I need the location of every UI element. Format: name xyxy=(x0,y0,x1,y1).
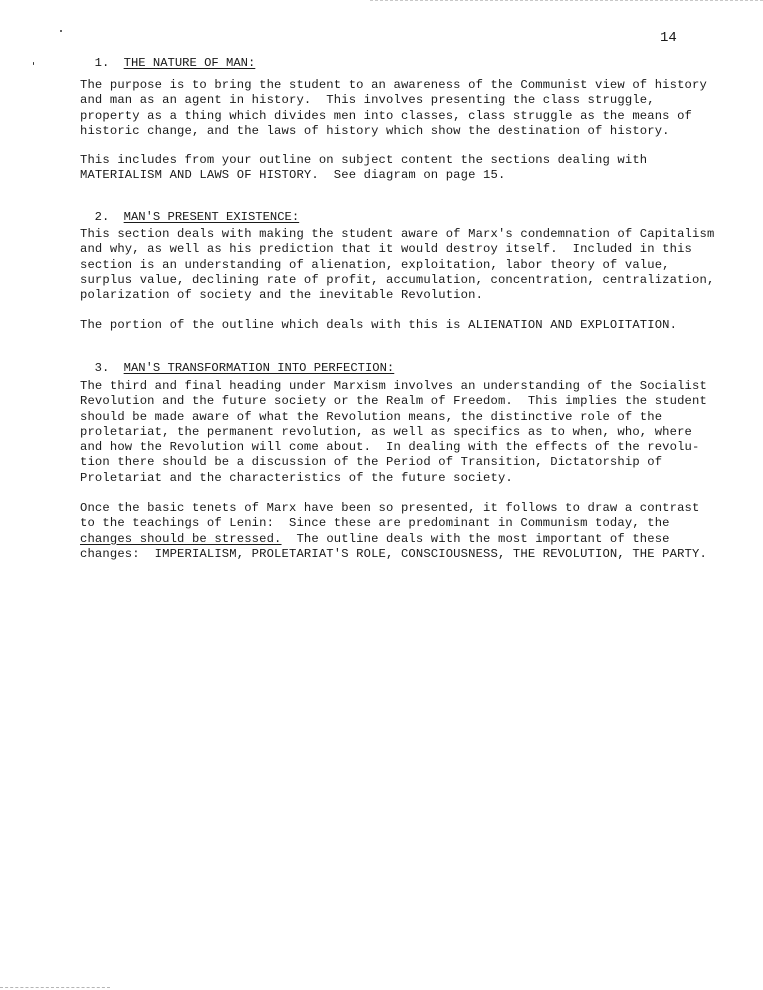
section-3-paragraph-1 xyxy=(80,379,730,486)
section-2-heading xyxy=(80,196,299,224)
text-line: and why, as well as his prediction that it would destroy itself. Included in this xyxy=(80,242,693,257)
text-line: Revolution and the future society or the Realm of Freedom. This implies the student xyxy=(80,394,707,409)
section-title: MAN'S TRANSFORMATION INTO PERFECTION: xyxy=(123,361,395,375)
text-line: and how the Revolution will come about. In dealing with the effects of the revolu- xyxy=(80,440,700,455)
underlined-phrase: changes should be stressed. xyxy=(80,531,282,546)
section-number: 1. xyxy=(94,56,110,70)
text-line: should be made aware of what the Revolution means, the distinctive role of the xyxy=(80,409,663,424)
text-line: The purpose is to bring the student to an awareness of the Communist view of history xyxy=(80,78,707,92)
text-line: historic change, and the laws of history which show the destination of history. xyxy=(80,123,670,138)
text-line: Proletariat and the characteristics of the future society. xyxy=(80,470,513,485)
section-1-paragraph-1 xyxy=(80,78,730,139)
text-line xyxy=(80,532,730,547)
text-run: The outline deals with the most important of these xyxy=(281,531,670,546)
page-number: 14 xyxy=(660,30,677,46)
section-title: MAN'S PRESENT EXISTENCE: xyxy=(123,210,300,224)
text-line: polarization of society and the inevitable Revolution. xyxy=(80,288,484,303)
text-line: tion there should be a discussion of the Period of Transition, Dictatorship of xyxy=(80,455,663,470)
text-line: Once the basic tenets of Marx have been so presented, it follows to draw a contrast xyxy=(80,501,700,515)
text-line: proletariat, the permanent revolution, as well as specifics as to when, who, where xyxy=(80,424,693,439)
section-3-heading xyxy=(80,347,394,375)
text-line: This section deals with making the student aware of Marx's condemnation of Capitalism xyxy=(80,227,715,241)
top-edge-dashes xyxy=(370,0,763,1)
text-line: The portion of the outline which deals with this is ALIENATION AND EXPLOITATION. xyxy=(80,318,678,332)
text-line: changes: IMPERIALISM, PROLETARIAT'S ROLE, CONSCIOUSNESS, THE REVOLUTION, THE PARTY. xyxy=(80,546,707,561)
section-1-heading xyxy=(80,42,255,70)
section-3-paragraph-2 xyxy=(80,501,730,562)
section-1-paragraph-2 xyxy=(80,153,730,184)
text-line: MATERIALISM AND LAWS OF HISTORY. See diagram on page 15. xyxy=(80,168,506,183)
text-line: to the teachings of Lenin: Since these are predominant in Communism today, the xyxy=(80,516,670,531)
text-line: section is an understanding of alienation, exploitation, labor theory of value, xyxy=(80,257,670,272)
bottom-edge-dashes xyxy=(0,987,110,988)
section-title: THE NATURE OF MAN: xyxy=(123,56,256,70)
section-2-paragraph-1 xyxy=(80,227,730,303)
section-2-paragraph-2 xyxy=(80,318,730,333)
text-line: surplus value, declining rate of profit, accumulation, concentration, centralization, xyxy=(80,272,715,287)
text-line: The third and final heading under Marxism involves an understanding of the Socialist xyxy=(80,379,707,393)
section-number: 2. xyxy=(94,210,110,224)
text-line: This includes from your outline on subject content the sections dealing with xyxy=(80,153,648,167)
scan-speck xyxy=(60,30,62,32)
text-line: and man as an agent in history. This involves presenting the class struggle, xyxy=(80,93,655,108)
text-line: property as a thing which divides men into classes, class struggle as the means of xyxy=(80,108,693,123)
scan-speck xyxy=(33,62,34,65)
section-number: 3. xyxy=(94,361,110,375)
